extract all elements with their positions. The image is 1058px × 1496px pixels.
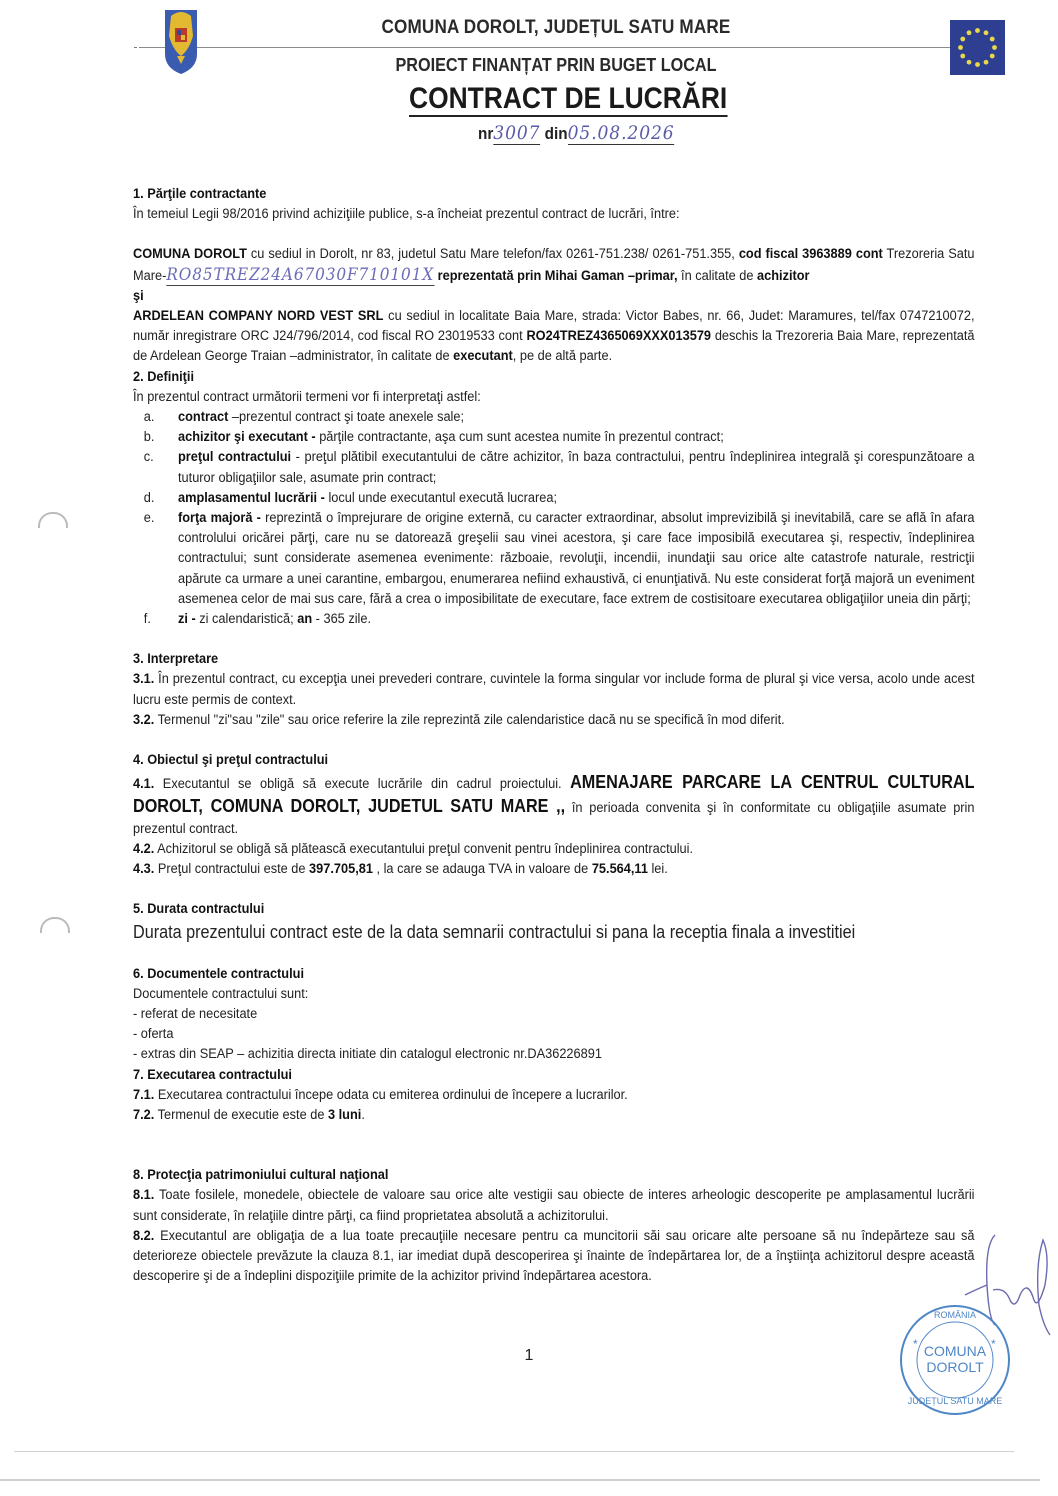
definition-letter: d.: [143, 489, 155, 506]
contract-number-handwritten: 3007: [493, 122, 541, 144]
svg-text:*: *: [913, 1337, 918, 1351]
definition-text: zi - zi calendaristică; an - 365 zile.: [178, 611, 372, 628]
eu-star-icon: [958, 45, 963, 50]
document-item: - oferta: [133, 1026, 174, 1043]
document-item: - referat de necesitate: [133, 1005, 258, 1022]
stamp-top-text: ROMÂNIA: [933, 1310, 977, 1320]
s4-heading: 4. Obiectul şi preţul contractului: [133, 752, 329, 769]
s3-heading: 3. Interpretare: [133, 651, 219, 668]
clause-3-1: 3.1. În prezentul contract, cu excepţia unei prevederi contrare, cuvintele la forma singular vor include forma de plural şi vice versa, acolo unde acest lucru este permis de context.: [133, 671, 975, 708]
party1-paragraph: COMUNA DOROLT cu sediul in Dorolt, nr 83, judetul Satu Mare telefon/fax 0261-751.238/ 0261-751.355, cod fiscal 3963889 cont Trezoreria Satu Mare-RO85TREZ24A67030F710101X reprezentată prin Mihai Gaman –primar, în calitate de achizitor: [133, 246, 975, 285]
footer-rule: [14, 1451, 1014, 1452]
s2-intro: În prezentul contract următorii termeni vor fi interpretaţi astfel:: [133, 388, 481, 405]
clause-4-2: 4.2. Achizitorul se obligă să plătească executantului preţul convenit pentru îndeplinirea contractului.: [133, 840, 694, 857]
document-item: - extras din SEAP – achizitia directa initiate din catalogul electronic nr.DA36226891: [133, 1046, 602, 1063]
contract-body: [133, 184, 975, 1286]
punch-hole-mark: [38, 512, 68, 528]
s8-heading: 8. Protecţia patrimoniului cultural naţional: [133, 1167, 389, 1184]
clause-7-2: 7.2. Termenul de executie este de 3 luni.: [133, 1106, 365, 1123]
party2-role: executant: [453, 348, 513, 365]
clause-8-1: 8.1. Toate fosilele, monedele, obiectele de valoare sau orice alte vestigii sau obiecte de interes arheologic descoperite pe amplasamentul lucrării sunt considerate, în relaţiile dintre părţi, ca fiind proprietatea absolută a achizitorului.: [133, 1187, 975, 1224]
s6-heading: 6. Documentele contractului: [133, 965, 304, 982]
and-connector: şi: [133, 287, 144, 304]
stamp-line-2: DOROLT: [926, 1359, 984, 1375]
stamp-bottom-text: JUDEȚUL SATU MARE: [907, 1396, 1003, 1406]
stamp-line-1: COMUNA: [923, 1343, 987, 1359]
clause-4-3: 4.3. Preţul contractului este de 397.705,81 , la care se adauga TVA in valoare de 75.564,11 lei.: [133, 861, 668, 878]
footer-rule: [0, 1479, 1040, 1481]
definition-letter: b.: [143, 429, 155, 446]
contract-number-line: [478, 122, 675, 144]
definition-item: [133, 488, 975, 508]
definition-item: [133, 407, 975, 427]
svg-text:*: *: [991, 1337, 996, 1351]
definition-item: [133, 508, 975, 609]
official-stamp-icon: [895, 1300, 1015, 1420]
definition-item: [133, 609, 975, 629]
clause-8-2: 8.2. Executantul are obligaţia de a lua toate precauţiile necesare pentru ca muncitorii săi sau oricare alte persoane să nu îndepărteze sau să deterioreze obiectele prevăzute la clauza 8.1, iar imediat după descoperirea şi înainte de îndepărtarea lor, de a înştiinţa achizitorul despre această descoperire şi de a îndeplini dispoziţiile primite de la achizitor privind îndepărtarea acestora.: [133, 1227, 975, 1285]
definition-item: [133, 427, 975, 447]
party2-name: ARDELEAN COMPANY NORD VEST SRL: [133, 308, 384, 325]
definition-text: forţa majoră - reprezintă o împrejurare de origine externă, cu caracter extraordinar, absolut imprevizibilă şi inevitabilă, care se află în afara controlului oricărei părţi, care nu se datorează greşelii sau vinei acestora, şi care face imposibilă executarea şi, respectiv, îndeplinirea contractului; sunt considerate asemenea evenimente: războaie, revoluţii, incendii, inundaţii sau orice alte catastrofe naturale, restricţii apărute ca urmare a unei carantine, embargou, enumerarea nefiind exhaustivă, ci enunţiativă. Nu este considerat forţă majoră un eveniment asemenea celor de mai sus care, fără a crea o imposibilitate de executare, face extrem de costisitoare executarea obligaţiilor uneia din părţi;: [178, 510, 975, 607]
party2-paragraph: ARDELEAN COMPANY NORD VEST SRL cu sediul in localitate Baia Mare, strada: Victor Babes, nr. 66, Judet: Maramures, tel/fax 0747210072, număr inregistrare ORC J24/796/2014, cod fiscal RO 23019533 cont RO24TREZ4365069XXX013579 deschis la Trezoreria Baia Mare, reprezentată de Ardelean George Traian –administrator, în calitate de executant, pe de altă parte.: [133, 308, 975, 365]
clause-7-1: 7.1. Executarea contractului începe odata cu emiterea ordinului de începere a lucrarilor.: [133, 1086, 628, 1103]
s1-heading: 1. Părţile contractante: [133, 186, 267, 202]
definitions-list: [133, 407, 975, 629]
party2-iban: RO24TREZ4365069XXX013579: [526, 328, 712, 345]
contract-price: 397.705,81: [309, 861, 373, 878]
s1-intro: În temeiul Legii 98/2016 privind achiziţiile publice, s-a încheiat prezentul contract de lucrări, între:: [133, 206, 680, 223]
page-number: 1: [524, 1347, 534, 1364]
clause-4-1: 4.1. Executantul se obligă să execute lucrările din cadrul proiectului. AMENAJARE PARCARE LA CENTRUL CULTURAL DOROLT, COMUNA DOROLT, JUDETUL SATU MARE ,, în perioada convenita şi în conformitate cu obligaţiile asumate prin prezentul contract.: [133, 772, 975, 837]
clause-3-2: 3.2. Termenul "zi"sau "zile" sau orice referire la zile reprezintă zile calendaristice dacă nu se specifică în mod diferit.: [133, 711, 785, 728]
eu-star-icon: [992, 45, 997, 50]
definition-letter: f.: [143, 611, 151, 628]
contract-date-handwritten: 05.08.2026: [567, 122, 675, 144]
project-header: PROIECT FINANȚAT PRIN BUGET LOCAL: [395, 55, 717, 75]
s7-heading: 7. Executarea contractului: [133, 1066, 292, 1083]
definition-text: preţul contractului - preţul plătibil executantului de către achizitor, în baza contractului, pentru îndeplinirea integrală şi corespunzătoare a tuturor obligaţiilor sale, asumate prin contract;: [178, 449, 975, 486]
nr-label: nr: [478, 124, 494, 143]
definition-item: [133, 447, 975, 487]
party1-iban-handwritten: RO85TREZ24A67030F710101X: [166, 264, 435, 285]
execution-term: 3 luni: [327, 1106, 362, 1123]
party1-role: achizitor: [757, 267, 810, 284]
vat-amount: 75.564,11: [591, 861, 648, 878]
definition-letter: e.: [143, 510, 155, 527]
definition-text: achizitor şi executant - părţile contractante, aşa cum sunt acestea numite în prezentul contract;: [178, 429, 724, 446]
definition-letter: c.: [143, 449, 154, 466]
definition-letter: a.: [143, 409, 155, 426]
party1-name: COMUNA DOROLT: [133, 246, 247, 263]
document-title: CONTRACT DE LUCRĂRI: [409, 82, 728, 115]
commune-header: COMUNA DOROLT, JUDEȚUL SATU MARE: [381, 17, 731, 38]
s2-heading: 2. Definiţii: [133, 368, 195, 385]
definition-text: contract –prezentul contract şi toate anexele sale;: [178, 409, 465, 426]
project-name: AMENAJARE PARCARE LA CENTRUL CULTURAL DOROLT, COMUNA DOROLT, JUDETUL SATU MARE ,,: [133, 772, 975, 817]
punch-hole-mark: [40, 917, 70, 933]
s5-heading: 5. Durata contractului: [133, 901, 265, 918]
duration-text: Durata prezentului contract este de la data semnarii contractului si pana la receptia finala a investitiei: [133, 921, 856, 942]
s6-intro: Documentele contractului sunt:: [133, 985, 309, 1002]
din-label: din: [544, 124, 568, 143]
header-rule: [140, 47, 950, 48]
definition-text: amplasamentul lucrării - locul unde executantul execută lucrarea;: [178, 489, 558, 506]
